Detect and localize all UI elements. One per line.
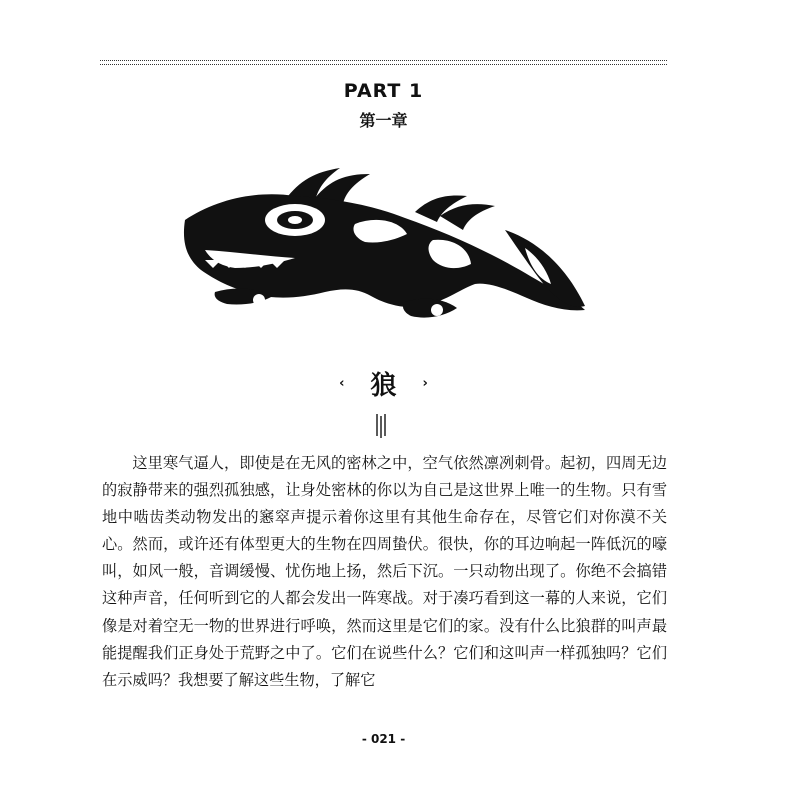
part-title: PART 1: [343, 80, 424, 102]
top-divider-rule: [100, 60, 667, 65]
section-heading: [0, 365, 767, 402]
ornament-divider-icon: [374, 414, 388, 440]
body-paragraph: 这里寒气逼人，即使是在无风的密林之中，空气依然凛冽刺骨。起初，四周无边的寂静带来的强烈孤独感，让身处密林的你以为自己是这世界上唯一的生物。只有雪地中啮齿类动物发出的窸窣声提示着你这里有其他生命存在，尽管它们对你漠不关心。然而，或许还有体型更大的生物在四周蛰伏。很快，你的耳边响起一阵低沉的嚎叫，如风一般，音调缓慢、忧伤地上扬，然后下沉。一只动物出现了。你绝不会搞错这种声音，任何听到它的人都会发出一阵寒战。对于凑巧看到这一幕的人来说，它们像是对着空无一物的世界进行呼唤，然而这里是它们的家。没有什么比狼群的叫声最能提醒我们正身处于荒野之中了。它们在说些什么？它们和这叫声一样孤独吗？它们在示威吗？我想要了解这些生物，了解它: [102, 454, 667, 689]
chapter-title: 第一章: [359, 111, 408, 130]
left-ornament: ‹: [339, 376, 345, 391]
right-ornament: ›: [422, 376, 428, 391]
wolf-tribal-icon: [175, 160, 595, 335]
page-number: - 021 -: [361, 732, 406, 746]
section-title: 狼: [370, 371, 397, 401]
